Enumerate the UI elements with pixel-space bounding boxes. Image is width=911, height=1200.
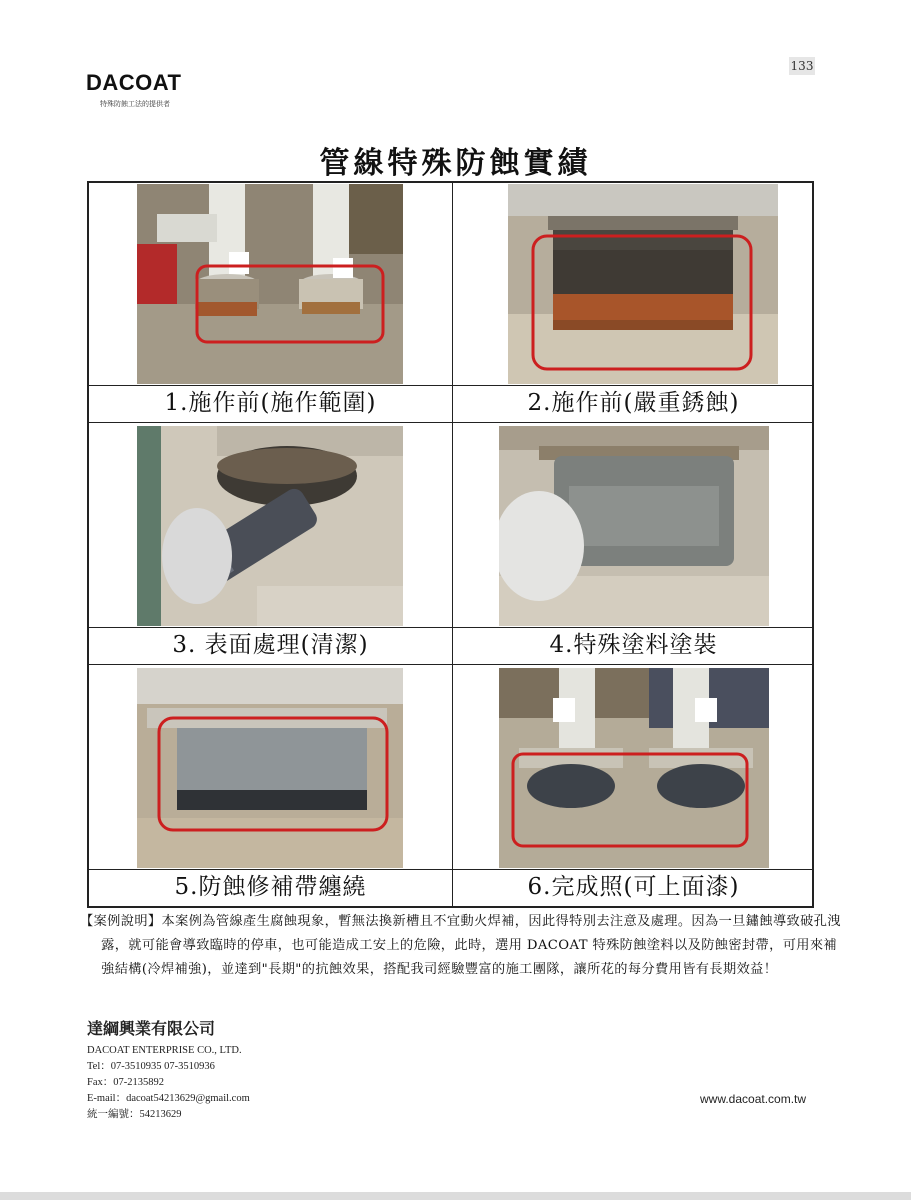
bottom-bar (0, 1192, 911, 1200)
photo-completed (499, 668, 769, 868)
photo-before-corrosion (508, 184, 778, 384)
photo-caption: 5.防蝕修補帶纏繞 (174, 874, 367, 900)
company-name-en: DACOAT ENTERPRISE CO., LTD. (87, 1045, 242, 1056)
photo-caption: 1.施作前(施作範圍) (164, 390, 377, 416)
page-number: 133 (790, 59, 814, 73)
logo-wordmark: DACOAT (86, 70, 182, 95)
photo-before-scope (137, 184, 403, 384)
company-email: E-mail：dacoat54213629@gmail.com (87, 1093, 250, 1104)
case-description: 【案例說明】本案例為管線產生腐蝕現象，暫無法換新槽且不宜動火焊補，因此得特別去注意及處理。因為一旦鏽蝕導致破孔洩露，就可能會導致臨時的停車，也可能造成工安上的危險，此時，選用 DACOAT 特殊防蝕塗料以及防蝕密封帶，可用來補強結構(冷焊補強)，並達到"長期"的抗蝕效果，搭配我司經驗豐富的施工團隊，讓所花的每分費用皆有長期效益！ (80, 914, 841, 977)
company-fax: Fax：07-2135892 (87, 1077, 164, 1088)
company-logo (86, 70, 181, 109)
photo-tape-wrapping (137, 668, 403, 868)
company-info (87, 1016, 250, 1123)
photo-caption: 2.施作前(嚴重銹蝕) (527, 390, 740, 416)
photo-grid (87, 181, 814, 908)
photo-caption: 3. 表面處理(清潔) (172, 632, 369, 658)
document-title: 管線特殊防蝕實績 (319, 146, 592, 181)
photo-caption: 4.特殊塗料塗裝 (549, 632, 718, 658)
company-tax-id: 統一編號：54213629 (87, 1109, 182, 1120)
grid-divider (89, 664, 812, 665)
grid-divider (452, 183, 453, 906)
photo-caption: 6.完成照(可上面漆) (527, 874, 740, 900)
company-tel: Tel：07-3510935 07-3510936 (87, 1061, 215, 1072)
website-link[interactable]: www.dacoat.com.tw (700, 1092, 807, 1106)
company-name-zh: 達綱興業有限公司 (87, 1019, 216, 1038)
grid-divider (89, 422, 812, 423)
photo-coating-applied (499, 426, 769, 626)
photo-surface-cleaning (137, 426, 403, 626)
logo-tagline: 特殊防蝕工法的提供者 (100, 100, 170, 108)
